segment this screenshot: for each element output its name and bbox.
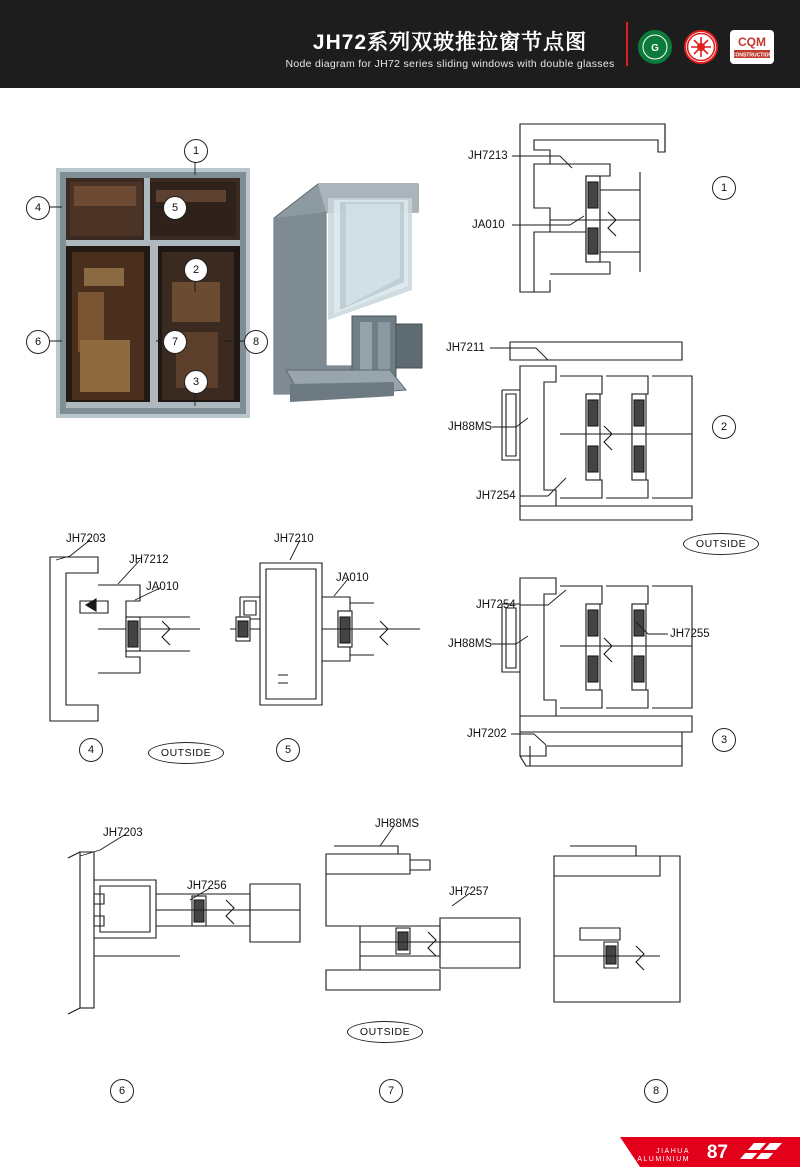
cert-badge-2-icon bbox=[684, 30, 718, 64]
callout-marker-1-8: 1 bbox=[712, 176, 736, 200]
callout-marker-8-15: 8 bbox=[644, 1079, 668, 1103]
part-label-jh7203-9: JH7203 bbox=[66, 533, 106, 545]
detail-node-6-drawing bbox=[60, 838, 310, 1028]
profile-3d-render bbox=[266, 170, 446, 415]
outside-marker-2: OUTSIDE bbox=[347, 1021, 423, 1043]
page-title-zh: JH72系列双玻推拉窗节点图 bbox=[312, 31, 588, 54]
callout-marker-4-11: 4 bbox=[79, 738, 103, 762]
part-label-jh7254-5: JH7254 bbox=[476, 599, 516, 611]
part-label-jh7256-15: JH7256 bbox=[187, 880, 227, 892]
part-label-jh88ms-3: JH88MS bbox=[448, 421, 493, 433]
page-title-en: Node diagram for JH72 series sliding windows with double glasses bbox=[285, 58, 615, 70]
callout-marker-1-0: 1 bbox=[184, 139, 208, 163]
callout-marker-5-2: 5 bbox=[163, 196, 187, 220]
outside-marker-1: OUTSIDE bbox=[148, 742, 224, 764]
part-label-ja010-13: JA010 bbox=[336, 572, 369, 584]
svg-text:G: G bbox=[651, 43, 659, 54]
page-number: 87 bbox=[706, 1142, 728, 1163]
footer-brand-line2: ALUMINIUM bbox=[637, 1156, 690, 1164]
header-divider bbox=[626, 22, 628, 66]
callout-marker-6-4: 6 bbox=[26, 330, 50, 354]
part-label-jh7257-17: JH7257 bbox=[449, 886, 489, 898]
detail-node-4-drawing bbox=[40, 545, 210, 730]
callout-marker-5-12: 5 bbox=[276, 738, 300, 762]
cert-badge-3-icon bbox=[730, 30, 774, 64]
part-label-ja010-1: JA010 bbox=[472, 219, 505, 231]
part-label-jh7213-0: JH7213 bbox=[468, 150, 508, 162]
svg-text:CQM: CQM bbox=[738, 35, 766, 49]
part-label-jh7254-4: JH7254 bbox=[476, 490, 516, 502]
part-label-ja010-11: JA010 bbox=[146, 581, 179, 593]
callout-marker-2-3: 2 bbox=[184, 258, 208, 282]
callout-marker-6-13: 6 bbox=[110, 1079, 134, 1103]
detail-node-5-drawing bbox=[230, 545, 420, 730]
callout-marker-4-1: 4 bbox=[26, 196, 50, 220]
part-label-jh7212-10: JH7212 bbox=[129, 554, 169, 566]
footer-white-wedge bbox=[0, 1137, 640, 1167]
part-label-jh7255-7: JH7255 bbox=[670, 628, 710, 640]
callout-marker-8-6: 8 bbox=[244, 330, 268, 354]
outside-marker-0: OUTSIDE bbox=[683, 533, 759, 555]
part-label-jh7211-2: JH7211 bbox=[446, 342, 485, 354]
part-label-jh7203-14: JH7203 bbox=[103, 827, 143, 839]
callout-marker-3-10: 3 bbox=[712, 728, 736, 752]
cert-badge-1-icon bbox=[638, 30, 672, 64]
callout-marker-7-14: 7 bbox=[379, 1079, 403, 1103]
svg-text:CONSTRUCTION: CONSTRUCTION bbox=[731, 52, 773, 59]
callout-marker-3-7: 3 bbox=[184, 370, 208, 394]
page-header bbox=[0, 0, 800, 88]
part-label-jh7202-8: JH7202 bbox=[467, 728, 507, 740]
detail-node-2-drawing bbox=[486, 330, 724, 555]
footer-brand-line1: JIAHUA bbox=[656, 1147, 690, 1155]
jiahua-logo-icon bbox=[736, 1141, 788, 1163]
callout-marker-2-9: 2 bbox=[712, 415, 736, 439]
detail-node-8-drawing bbox=[540, 832, 700, 1022]
detail-node-3-drawing bbox=[486, 560, 724, 785]
sliding-window-photo bbox=[56, 168, 250, 418]
page-footer bbox=[0, 1121, 800, 1167]
part-label-jh88ms-6: JH88MS bbox=[448, 638, 493, 650]
part-label-jh88ms-16: JH88MS bbox=[375, 818, 420, 830]
footer-brand bbox=[637, 1148, 690, 1166]
detail-node-1-drawing bbox=[490, 112, 720, 312]
detail-node-7-drawing bbox=[310, 830, 540, 1030]
part-label-jh7210-12: JH7210 bbox=[274, 533, 314, 545]
callout-marker-7-5: 7 bbox=[163, 330, 187, 354]
